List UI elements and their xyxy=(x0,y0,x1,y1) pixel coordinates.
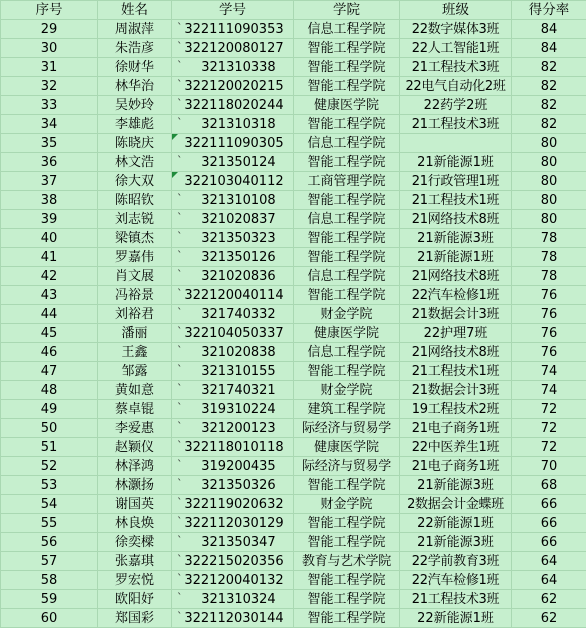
cell-name[interactable]: 吴妙玲 xyxy=(98,96,172,115)
cell-name[interactable]: 罗嘉伟 xyxy=(98,248,172,267)
cell-student-id[interactable] xyxy=(172,609,294,628)
cell-name[interactable]: 林灏扬 xyxy=(98,476,172,495)
cell-score[interactable]: 84 xyxy=(512,39,586,58)
cell-class[interactable]: 19工程技术2班 xyxy=(400,400,512,419)
cell-seq[interactable]: 47 xyxy=(1,362,98,381)
header-row xyxy=(1,1,586,20)
text-prefix-mark: ` xyxy=(177,609,183,626)
table-row xyxy=(1,609,586,628)
cell-college[interactable]: 智能工程学院 xyxy=(294,533,400,552)
table-row xyxy=(1,96,586,115)
table-row xyxy=(1,134,586,153)
cell-name[interactable]: 林良焕 xyxy=(98,514,172,533)
cell-student-id[interactable] xyxy=(172,514,294,533)
student-id-text: 322104050337 xyxy=(184,326,283,341)
student-id-text: 322120040132 xyxy=(184,573,283,588)
cell-college[interactable]: 健康医学院 xyxy=(294,438,400,457)
cell-college[interactable]: 智能工程学院 xyxy=(294,191,400,210)
cell-class[interactable]: 21电子商务1班 xyxy=(400,457,512,476)
cell-name[interactable]: 欧阳妤 xyxy=(98,590,172,609)
cell-name[interactable]: 徐财华 xyxy=(98,58,172,77)
cell-seq[interactable]: 41 xyxy=(1,248,98,267)
cell-college[interactable]: 智能工程学院 xyxy=(294,77,400,96)
cell-student-id[interactable] xyxy=(172,134,294,153)
cell-score[interactable]: 68 xyxy=(512,476,586,495)
cell-score[interactable]: 76 xyxy=(512,286,586,305)
cell-class[interactable]: 21电子商务1班 xyxy=(400,419,512,438)
student-id-text: 321310108 xyxy=(201,193,275,208)
cell-seq[interactable]: 59 xyxy=(1,590,98,609)
student-id-text: 322118010118 xyxy=(184,440,283,455)
cell-score[interactable]: 80 xyxy=(512,210,586,229)
cell-student-id[interactable] xyxy=(172,248,294,267)
cell-student-id[interactable] xyxy=(172,191,294,210)
table-row xyxy=(1,571,586,590)
cell-seq[interactable]: 39 xyxy=(1,210,98,229)
student-id-text: 322119020632 xyxy=(184,497,283,512)
cell-student-id[interactable] xyxy=(172,457,294,476)
text-prefix-mark: ` xyxy=(177,381,183,398)
cell-name[interactable]: 刘志锐 xyxy=(98,210,172,229)
header-college[interactable]: 学院 xyxy=(294,1,400,20)
cell-college[interactable]: 信息工程学院 xyxy=(294,343,400,362)
text-prefix-mark: ` xyxy=(177,20,183,37)
cell-name[interactable]: 张嘉琪 xyxy=(98,552,172,571)
cell-student-id[interactable] xyxy=(172,476,294,495)
student-id-text: 321310338 xyxy=(201,60,275,75)
student-id-text: 322112030144 xyxy=(184,611,283,626)
cell-score[interactable]: 62 xyxy=(512,609,586,628)
error-indicator-icon xyxy=(172,172,178,178)
table-row xyxy=(1,457,586,476)
cell-name[interactable]: 罗宏悦 xyxy=(98,571,172,590)
text-prefix-mark: ` xyxy=(177,77,183,94)
table-row xyxy=(1,286,586,305)
text-prefix-mark: ` xyxy=(177,248,183,265)
cell-name[interactable]: 李雄彪 xyxy=(98,115,172,134)
cell-score[interactable]: 66 xyxy=(512,495,586,514)
cell-score[interactable]: 72 xyxy=(512,400,586,419)
cell-student-id[interactable] xyxy=(172,286,294,305)
cell-seq[interactable]: 48 xyxy=(1,381,98,400)
student-id-text: 322120040114 xyxy=(184,288,283,303)
cell-name[interactable]: 冯裕景 xyxy=(98,286,172,305)
cell-score[interactable]: 72 xyxy=(512,419,586,438)
cell-student-id[interactable] xyxy=(172,20,294,39)
cell-college[interactable]: 际经济与贸易学 xyxy=(294,419,400,438)
text-prefix-mark: ` xyxy=(177,571,183,588)
student-id-text: 321350347 xyxy=(201,535,275,550)
text-prefix-mark: ` xyxy=(177,191,183,208)
cell-score[interactable]: 78 xyxy=(512,267,586,286)
text-prefix-mark: ` xyxy=(177,58,183,75)
student-id-text: 321350323 xyxy=(201,231,275,246)
cell-student-id[interactable] xyxy=(172,172,294,191)
table-row xyxy=(1,115,586,134)
cell-student-id[interactable] xyxy=(172,533,294,552)
cell-college[interactable]: 际经济与贸易学 xyxy=(294,457,400,476)
cell-class[interactable]: 21网络技术8班 xyxy=(400,210,512,229)
cell-seq[interactable]: 52 xyxy=(1,457,98,476)
table-row xyxy=(1,172,586,191)
cell-score[interactable]: 76 xyxy=(512,324,586,343)
table-row xyxy=(1,514,586,533)
cell-score[interactable]: 62 xyxy=(512,590,586,609)
cell-college[interactable]: 财金学院 xyxy=(294,305,400,324)
cell-student-id[interactable] xyxy=(172,96,294,115)
cell-seq[interactable]: 45 xyxy=(1,324,98,343)
text-prefix-mark: ` xyxy=(177,39,183,56)
cell-class[interactable]: 22护理7班 xyxy=(400,324,512,343)
cell-class[interactable]: 21新能源1班 xyxy=(400,248,512,267)
cell-class[interactable]: 22中医养生1班 xyxy=(400,438,512,457)
cell-seq[interactable]: 31 xyxy=(1,58,98,77)
text-prefix-mark: ` xyxy=(177,362,183,379)
cell-class[interactable]: 21网络技术8班 xyxy=(400,343,512,362)
student-id-text: 322111090353 xyxy=(184,22,283,37)
cell-student-id[interactable] xyxy=(172,381,294,400)
cell-seq[interactable]: 35 xyxy=(1,134,98,153)
cell-college[interactable]: 智能工程学院 xyxy=(294,609,400,628)
cell-score[interactable]: 76 xyxy=(512,305,586,324)
table-row xyxy=(1,39,586,58)
cell-seq[interactable]: 44 xyxy=(1,305,98,324)
table-row xyxy=(1,438,586,457)
table-row xyxy=(1,248,586,267)
student-id-text: 321310155 xyxy=(201,364,275,379)
cell-class[interactable]: 21网络技术8班 xyxy=(400,267,512,286)
cell-seq[interactable]: 38 xyxy=(1,191,98,210)
table-row xyxy=(1,191,586,210)
table-row xyxy=(1,77,586,96)
cell-class[interactable]: 21工程技术3班 xyxy=(400,58,512,77)
text-prefix-mark: ` xyxy=(177,552,183,569)
cell-seq[interactable]: 37 xyxy=(1,172,98,191)
error-indicator-icon xyxy=(172,134,178,140)
cell-college[interactable]: 建筑工程学院 xyxy=(294,400,400,419)
cell-seq[interactable]: 53 xyxy=(1,476,98,495)
cell-score[interactable]: 64 xyxy=(512,552,586,571)
text-prefix-mark: ` xyxy=(177,457,183,474)
text-prefix-mark: ` xyxy=(177,210,183,227)
cell-college[interactable]: 财金学院 xyxy=(294,495,400,514)
cell-seq[interactable]: 33 xyxy=(1,96,98,115)
cell-student-id[interactable] xyxy=(172,324,294,343)
cell-college[interactable]: 智能工程学院 xyxy=(294,229,400,248)
cell-score[interactable]: 80 xyxy=(512,134,586,153)
cell-seq[interactable]: 58 xyxy=(1,571,98,590)
cell-class[interactable]: 21新能源3班 xyxy=(400,533,512,552)
student-id-text: 321200123 xyxy=(201,421,275,436)
text-prefix-mark: ` xyxy=(177,533,183,550)
cell-college[interactable]: 智能工程学院 xyxy=(294,590,400,609)
cell-seq[interactable]: 57 xyxy=(1,552,98,571)
cell-class[interactable]: 21工程技术1班 xyxy=(400,362,512,381)
cell-seq[interactable]: 29 xyxy=(1,20,98,39)
table-row xyxy=(1,381,586,400)
cell-class[interactable]: 22电气自动化2班 xyxy=(400,77,512,96)
student-id-text: 321310324 xyxy=(201,592,275,607)
cell-student-id[interactable] xyxy=(172,305,294,324)
text-prefix-mark: ` xyxy=(177,324,183,341)
cell-score[interactable]: 64 xyxy=(512,571,586,590)
cell-seq[interactable]: 55 xyxy=(1,514,98,533)
cell-seq[interactable]: 34 xyxy=(1,115,98,134)
cell-score[interactable]: 78 xyxy=(512,229,586,248)
cell-college[interactable]: 智能工程学院 xyxy=(294,476,400,495)
cell-name[interactable]: 林华治 xyxy=(98,77,172,96)
student-id-text: 319200435 xyxy=(201,459,275,474)
cell-name[interactable]: 梁镇杰 xyxy=(98,229,172,248)
cell-name[interactable]: 黄如意 xyxy=(98,381,172,400)
cell-student-id[interactable] xyxy=(172,39,294,58)
cell-seq[interactable]: 46 xyxy=(1,343,98,362)
table-body xyxy=(1,20,586,628)
student-id-text: 321020836 xyxy=(201,269,275,284)
cell-college[interactable]: 健康医学院 xyxy=(294,96,400,115)
cell-name[interactable]: 林文浩 xyxy=(98,153,172,172)
cell-class[interactable]: 21行政管理1班 xyxy=(400,172,512,191)
table-row xyxy=(1,267,586,286)
cell-score[interactable]: 82 xyxy=(512,96,586,115)
text-prefix-mark: ` xyxy=(177,400,183,417)
student-id-text: 321350124 xyxy=(201,155,275,170)
student-id-text: 322215020356 xyxy=(184,554,283,569)
table-row xyxy=(1,552,586,571)
cell-college[interactable]: 信息工程学院 xyxy=(294,210,400,229)
text-prefix-mark: ` xyxy=(177,153,183,170)
student-id-text: 322120020215 xyxy=(184,79,283,94)
student-id-text: 322112030129 xyxy=(184,516,283,531)
text-prefix-mark: ` xyxy=(177,343,183,360)
cell-class[interactable]: 22新能源1班 xyxy=(400,514,512,533)
header-student-id[interactable]: 学号 xyxy=(172,1,294,20)
cell-class[interactable]: 22学前教育3班 xyxy=(400,552,512,571)
cell-class[interactable]: 22新能源1班 xyxy=(400,609,512,628)
table-row xyxy=(1,476,586,495)
cell-score[interactable]: 74 xyxy=(512,381,586,400)
cell-name[interactable]: 王鑫 xyxy=(98,343,172,362)
cell-score[interactable]: 82 xyxy=(512,58,586,77)
student-id-text: 321020837 xyxy=(201,212,275,227)
cell-class[interactable]: 21新能源3班 xyxy=(400,476,512,495)
cell-class[interactable] xyxy=(400,134,512,153)
cell-student-id[interactable] xyxy=(172,400,294,419)
header-score[interactable]: 得分率 xyxy=(512,1,586,20)
cell-student-id[interactable] xyxy=(172,571,294,590)
text-prefix-mark: ` xyxy=(177,267,183,284)
cell-college[interactable]: 智能工程学院 xyxy=(294,248,400,267)
text-prefix-mark: ` xyxy=(177,286,183,303)
cell-college[interactable]: 信息工程学院 xyxy=(294,267,400,286)
cell-class[interactable]: 22汽车检修1班 xyxy=(400,286,512,305)
table-row xyxy=(1,324,586,343)
cell-class[interactable]: 22数字媒体3班 xyxy=(400,20,512,39)
table-row xyxy=(1,419,586,438)
text-prefix-mark: ` xyxy=(177,514,183,531)
text-prefix-mark: ` xyxy=(177,229,183,246)
cell-score[interactable]: 82 xyxy=(512,115,586,134)
cell-college[interactable]: 智能工程学院 xyxy=(294,571,400,590)
cell-seq[interactable]: 40 xyxy=(1,229,98,248)
cell-college[interactable]: 智能工程学院 xyxy=(294,58,400,77)
table-row xyxy=(1,590,586,609)
cell-student-id[interactable] xyxy=(172,77,294,96)
table-row xyxy=(1,343,586,362)
text-prefix-mark: ` xyxy=(177,305,183,322)
cell-seq[interactable]: 60 xyxy=(1,609,98,628)
table-row xyxy=(1,210,586,229)
cell-name[interactable]: 徐大双 xyxy=(98,172,172,191)
cell-college[interactable]: 智能工程学院 xyxy=(294,286,400,305)
cell-name[interactable]: 郑国彩 xyxy=(98,609,172,628)
cell-name[interactable]: 徐奕樑 xyxy=(98,533,172,552)
table-row xyxy=(1,153,586,172)
cell-seq[interactable]: 49 xyxy=(1,400,98,419)
cell-name[interactable]: 刘裕君 xyxy=(98,305,172,324)
cell-class[interactable]: 21新能源1班 xyxy=(400,153,512,172)
student-id-text: 321020838 xyxy=(201,345,275,360)
cell-seq[interactable]: 43 xyxy=(1,286,98,305)
cell-class[interactable]: 21数据会计3班 xyxy=(400,381,512,400)
header-name[interactable]: 姓名 xyxy=(98,1,172,20)
cell-college[interactable]: 智能工程学院 xyxy=(294,362,400,381)
text-prefix-mark: ` xyxy=(177,96,183,113)
table-row xyxy=(1,495,586,514)
table-row xyxy=(1,58,586,77)
cell-score[interactable]: 80 xyxy=(512,172,586,191)
cell-seq[interactable]: 42 xyxy=(1,267,98,286)
cell-name[interactable]: 潘丽 xyxy=(98,324,172,343)
cell-college[interactable]: 信息工程学院 xyxy=(294,134,400,153)
cell-class[interactable]: 2数据会计金蝶班 xyxy=(400,495,512,514)
text-prefix-mark: ` xyxy=(177,419,183,436)
cell-class[interactable]: 21新能源3班 xyxy=(400,229,512,248)
cell-student-id[interactable] xyxy=(172,229,294,248)
cell-student-id[interactable] xyxy=(172,590,294,609)
text-prefix-mark: ` xyxy=(177,115,183,132)
cell-score[interactable]: 80 xyxy=(512,191,586,210)
cell-college[interactable]: 信息工程学院 xyxy=(294,20,400,39)
cell-name[interactable]: 陈晓庆 xyxy=(98,134,172,153)
cell-class[interactable]: 22药学2班 xyxy=(400,96,512,115)
cell-class[interactable]: 21工程技术3班 xyxy=(400,115,512,134)
cell-class[interactable]: 22人工智能1班 xyxy=(400,39,512,58)
cell-college[interactable]: 财金学院 xyxy=(294,381,400,400)
cell-score[interactable]: 78 xyxy=(512,248,586,267)
cell-score[interactable]: 80 xyxy=(512,153,586,172)
student-id-text: 321350126 xyxy=(201,250,275,265)
cell-seq[interactable]: 32 xyxy=(1,77,98,96)
cell-name[interactable]: 林泽鸿 xyxy=(98,457,172,476)
cell-college[interactable]: 教育与艺术学院 xyxy=(294,552,400,571)
table-row xyxy=(1,400,586,419)
header-class[interactable]: 班级 xyxy=(400,1,512,20)
text-prefix-mark: ` xyxy=(177,495,183,512)
cell-student-id[interactable] xyxy=(172,552,294,571)
cell-student-id[interactable] xyxy=(172,267,294,286)
cell-score[interactable]: 82 xyxy=(512,77,586,96)
cell-score[interactable]: 72 xyxy=(512,438,586,457)
cell-student-id[interactable] xyxy=(172,495,294,514)
table-row xyxy=(1,229,586,248)
text-prefix-mark: ` xyxy=(177,438,183,455)
cell-score[interactable]: 66 xyxy=(512,514,586,533)
cell-student-id[interactable] xyxy=(172,362,294,381)
cell-score[interactable]: 70 xyxy=(512,457,586,476)
cell-student-id[interactable] xyxy=(172,343,294,362)
cell-name[interactable]: 赵颖仪 xyxy=(98,438,172,457)
cell-student-id[interactable] xyxy=(172,438,294,457)
cell-college[interactable]: 智能工程学院 xyxy=(294,39,400,58)
cell-seq[interactable]: 30 xyxy=(1,39,98,58)
cell-college[interactable]: 健康医学院 xyxy=(294,324,400,343)
table-row xyxy=(1,305,586,324)
cell-score[interactable]: 66 xyxy=(512,533,586,552)
cell-name[interactable]: 邹露 xyxy=(98,362,172,381)
cell-seq[interactable]: 51 xyxy=(1,438,98,457)
cell-college[interactable]: 智能工程学院 xyxy=(294,514,400,533)
cell-college[interactable]: 工商管理学院 xyxy=(294,172,400,191)
cell-score[interactable]: 74 xyxy=(512,362,586,381)
cell-score[interactable]: 84 xyxy=(512,20,586,39)
cell-name[interactable]: 周淑萍 xyxy=(98,20,172,39)
student-id-text: 322118020244 xyxy=(184,98,283,113)
cell-class[interactable]: 21数据会计3班 xyxy=(400,305,512,324)
cell-class[interactable]: 21工程技术3班 xyxy=(400,590,512,609)
cell-class[interactable]: 21工程技术1班 xyxy=(400,191,512,210)
cell-class[interactable]: 22汽车检修1班 xyxy=(400,571,512,590)
cell-student-id[interactable] xyxy=(172,115,294,134)
cell-college[interactable]: 智能工程学院 xyxy=(294,115,400,134)
table-row xyxy=(1,20,586,39)
student-id-text: 321740321 xyxy=(201,383,275,398)
cell-seq[interactable]: 54 xyxy=(1,495,98,514)
cell-seq[interactable]: 56 xyxy=(1,533,98,552)
student-id-text: 322103040112 xyxy=(184,174,283,189)
cell-name[interactable]: 蔡卓锟 xyxy=(98,400,172,419)
cell-student-id[interactable] xyxy=(172,153,294,172)
student-id-text: 321740332 xyxy=(201,307,275,322)
cell-seq[interactable]: 50 xyxy=(1,419,98,438)
cell-score[interactable]: 76 xyxy=(512,343,586,362)
text-prefix-mark: ` xyxy=(177,476,183,493)
student-id-text: 322111090305 xyxy=(184,136,283,151)
student-id-text: 321310318 xyxy=(201,117,275,132)
student-id-text: 319310224 xyxy=(201,402,275,417)
cell-name[interactable]: 肖文展 xyxy=(98,267,172,286)
cell-seq[interactable]: 36 xyxy=(1,153,98,172)
cell-name[interactable]: 李爱惠 xyxy=(98,419,172,438)
header-seq[interactable]: 序号 xyxy=(1,1,98,20)
text-prefix-mark: ` xyxy=(177,590,183,607)
cell-student-id[interactable] xyxy=(172,419,294,438)
cell-student-id[interactable] xyxy=(172,210,294,229)
table-row xyxy=(1,362,586,381)
cell-student-id[interactable] xyxy=(172,58,294,77)
student-id-text: 322120080127 xyxy=(184,41,283,56)
cell-name[interactable]: 朱浩彦 xyxy=(98,39,172,58)
table-row xyxy=(1,533,586,552)
cell-college[interactable]: 智能工程学院 xyxy=(294,153,400,172)
cell-name[interactable]: 陈昭钦 xyxy=(98,191,172,210)
cell-name[interactable]: 谢国英 xyxy=(98,495,172,514)
student-id-text: 321350326 xyxy=(201,478,275,493)
